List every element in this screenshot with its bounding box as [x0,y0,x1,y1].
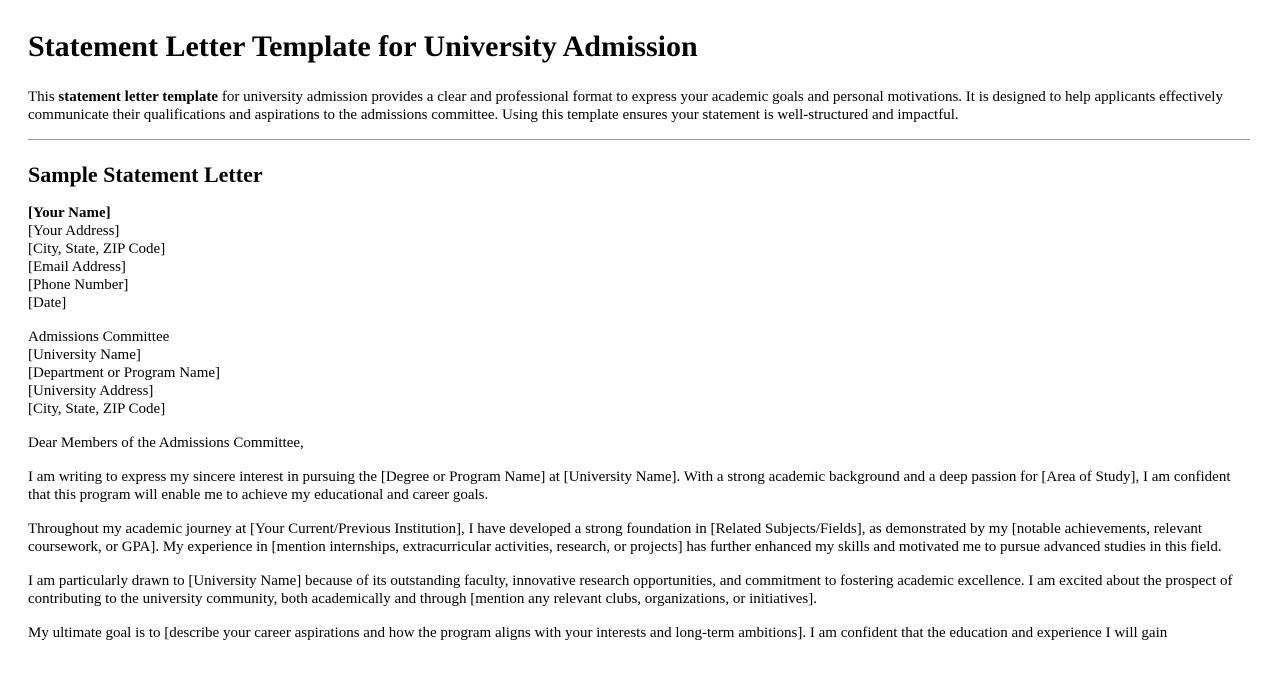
sample-heading: Sample Statement Letter [28,162,263,187]
sender-date: [Date] [28,295,67,311]
recipient-university: [University Name] [28,347,141,363]
sender-phone: [Phone Number] [28,277,129,293]
sender-city: [City, State, ZIP Code] [28,241,166,257]
recipient-city: [City, State, ZIP Code] [28,401,166,417]
letter-greeting: Dear Members of the Admissions Committee, [28,435,304,451]
intro-prefix: This [28,89,59,105]
recipient-address: [University Address] [28,383,154,399]
document-page [0,29,1278,642]
sender-email: [Email Address] [28,259,126,275]
sender-name: [Your Name] [28,205,111,221]
letter-paragraph-2: Throughout my academic journey at [Your Current/Previous Institution], I have developed a strong foundation in [Related Subjects/Fields], as demonstrated by my [notable achievements, relevant coursework, or GPA]. My experience in [mention internships, extracurricular activities, research, or projects] has further enhanced my skills and motivated me to pursue advanced studies in this field. [28,521,1222,555]
letter-paragraph-4: My ultimate goal is to [describe your career aspirations and how the program aligns with your interests and long-term ambitions]. I am confident that the education and experience I will gain [28,625,1168,641]
section-divider [28,139,1250,140]
intro-bold-phrase: statement letter template [58,89,219,105]
recipient-committee: Admissions Committee [28,329,170,345]
sender-address: [Your Address] [28,223,120,239]
letter-paragraph-3: I am particularly drawn to [University Name] because of its outstanding faculty, innovative research opportunities, and commitment to fostering academic excellence. I am excited about the prospect of contributing to the university community, both academically and through [mention any relevant clubs, organizations, or initiatives]. [28,573,1233,607]
intro-paragraph [28,88,1250,124]
page-title: Statement Letter Template for University Admission [28,30,698,63]
recipient-department: [Department or Program Name] [28,365,221,381]
intro-suffix: for university admission provides a clear and professional format to express your academic goals and personal motivations. It is designed to help applicants effectively communicate their qualifications and aspirations to the admissions committee. Using this template ensures your statement is well-structured and impactful. [28,89,1223,123]
recipient-block [28,328,1250,418]
letter-paragraph-1: I am writing to express my sincere interest in pursuing the [Degree or Program Name] at [University Name]. With a strong academic background and a deep passion for [Area of Study], I am confident that this program will enable me to achieve my educational and career goals. [28,469,1231,503]
sender-block [28,204,1250,312]
